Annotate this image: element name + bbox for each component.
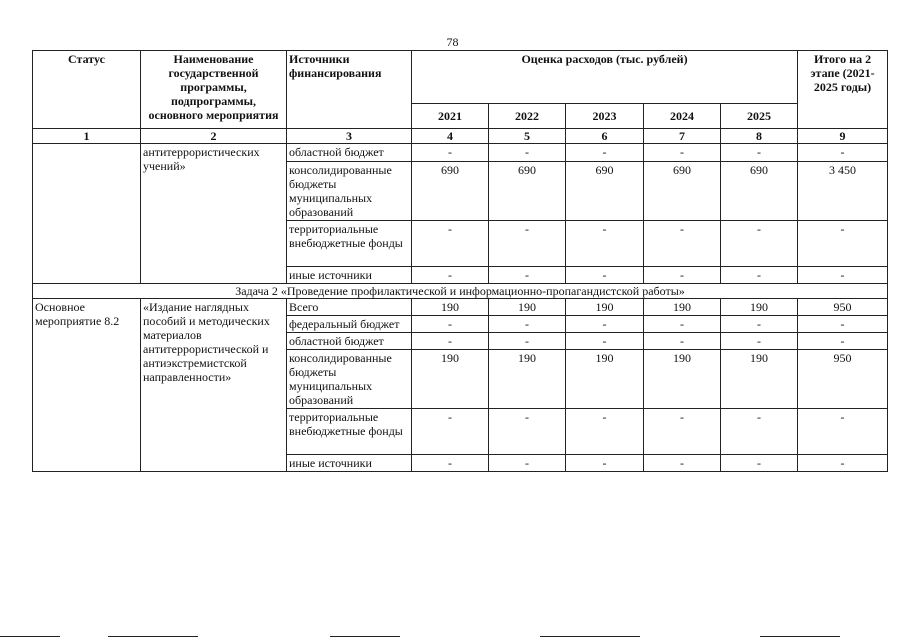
value-cell: 190: [412, 299, 489, 316]
value-cell: -: [566, 144, 644, 162]
source-cell: Всего: [287, 299, 412, 316]
value-cell: -: [721, 144, 798, 162]
table-row: [33, 144, 888, 162]
source-cell: консолидированные бюджеты муниципальных образований: [287, 162, 412, 221]
header-year: 2025: [721, 104, 798, 129]
value-cell: -: [489, 144, 566, 162]
column-number: 3: [287, 129, 412, 144]
value-cell: -: [566, 333, 644, 350]
scan-edge-line: [330, 636, 400, 637]
column-number: 6: [566, 129, 644, 144]
value-cell: 190: [412, 350, 489, 409]
table-row: [33, 299, 888, 316]
value-cell: -: [412, 316, 489, 333]
program-name-cell: «Издание наглядных пособий и методических материалов антитеррористической и антиэкстремистской направленности»: [141, 299, 287, 472]
value-cell: -: [566, 409, 644, 455]
source-cell: консолидированные бюджеты муниципальных образований: [287, 350, 412, 409]
value-cell: 190: [566, 299, 644, 316]
source-cell: областной бюджет: [287, 144, 412, 162]
value-cell: -: [644, 221, 721, 267]
column-number: 1: [33, 129, 141, 144]
source-cell: областной бюджет: [287, 333, 412, 350]
status-cell: Основное мероприятие 8.2: [33, 299, 141, 472]
source-cell: территориальные внебюджетные фонды: [287, 409, 412, 455]
value-cell: -: [489, 409, 566, 455]
value-cell: -: [489, 267, 566, 284]
header-sources: Источники финансирования: [287, 51, 412, 129]
scan-edge-line: [0, 636, 60, 637]
value-cell: 690: [412, 162, 489, 221]
header-year: 2022: [489, 104, 566, 129]
budget-table: [32, 50, 888, 472]
value-cell: 690: [489, 162, 566, 221]
value-cell: 190: [489, 299, 566, 316]
value-cell: -: [721, 267, 798, 284]
value-cell: -: [721, 333, 798, 350]
value-cell: -: [412, 333, 489, 350]
value-cell: -: [489, 455, 566, 472]
value-cell: -: [566, 267, 644, 284]
header-name: Наименование государственной программы, подпрограммы, основного мероприятия: [141, 51, 287, 129]
program-name-cell: антитеррористических учений»: [141, 144, 287, 284]
total-cell: -: [798, 221, 888, 267]
value-cell: 690: [566, 162, 644, 221]
value-cell: -: [566, 221, 644, 267]
page-number: 78: [446, 35, 459, 49]
status-cell: [33, 144, 141, 284]
value-cell: -: [489, 333, 566, 350]
header-total: Итого на 2 этапе (2021-2025 годы): [798, 51, 888, 129]
header-status: Статус: [33, 51, 141, 129]
value-cell: 190: [489, 350, 566, 409]
value-cell: 690: [644, 162, 721, 221]
value-cell: 190: [721, 299, 798, 316]
value-cell: 190: [566, 350, 644, 409]
source-cell: федеральный бюджет: [287, 316, 412, 333]
value-cell: -: [644, 144, 721, 162]
value-cell: -: [721, 409, 798, 455]
value-cell: -: [412, 409, 489, 455]
header-row: [33, 51, 888, 104]
total-cell: 3 450: [798, 162, 888, 221]
value-cell: -: [412, 455, 489, 472]
value-cell: -: [566, 316, 644, 333]
value-cell: -: [489, 221, 566, 267]
source-cell: территориальные внебюджетные фонды: [287, 221, 412, 267]
source-cell: иные источники: [287, 267, 412, 284]
value-cell: -: [412, 144, 489, 162]
header-year: 2023: [566, 104, 644, 129]
total-cell: 950: [798, 299, 888, 316]
total-cell: -: [798, 409, 888, 455]
total-cell: 950: [798, 350, 888, 409]
column-number: 8: [721, 129, 798, 144]
task-row: [33, 284, 888, 299]
value-cell: -: [644, 455, 721, 472]
value-cell: -: [644, 316, 721, 333]
total-cell: -: [798, 455, 888, 472]
total-cell: -: [798, 144, 888, 162]
value-cell: 190: [644, 299, 721, 316]
task-title: Задача 2 «Проведение профилактической и информационно-пропагандистской работы»: [33, 284, 888, 299]
total-cell: -: [798, 267, 888, 284]
value-cell: 690: [721, 162, 798, 221]
scan-edge-line: [540, 636, 640, 637]
header-year: 2024: [644, 104, 721, 129]
column-number: 9: [798, 129, 888, 144]
source-cell: иные источники: [287, 455, 412, 472]
value-cell: -: [721, 221, 798, 267]
column-number: 2: [141, 129, 287, 144]
value-cell: -: [489, 316, 566, 333]
value-cell: -: [644, 333, 721, 350]
column-number: 5: [489, 129, 566, 144]
value-cell: -: [644, 267, 721, 284]
header-estimate: Оценка расходов (тыс. рублей): [412, 51, 798, 104]
value-cell: -: [721, 316, 798, 333]
value-cell: -: [644, 409, 721, 455]
value-cell: -: [721, 455, 798, 472]
value-cell: -: [412, 267, 489, 284]
total-cell: -: [798, 333, 888, 350]
value-cell: 190: [644, 350, 721, 409]
header-year: 2021: [412, 104, 489, 129]
total-cell: -: [798, 316, 888, 333]
scan-edge-line: [108, 636, 198, 637]
column-number: 4: [412, 129, 489, 144]
column-numbers-row: [33, 129, 888, 144]
value-cell: 190: [721, 350, 798, 409]
column-number: 7: [644, 129, 721, 144]
scan-edge-line: [760, 636, 840, 637]
value-cell: -: [566, 455, 644, 472]
value-cell: -: [412, 221, 489, 267]
